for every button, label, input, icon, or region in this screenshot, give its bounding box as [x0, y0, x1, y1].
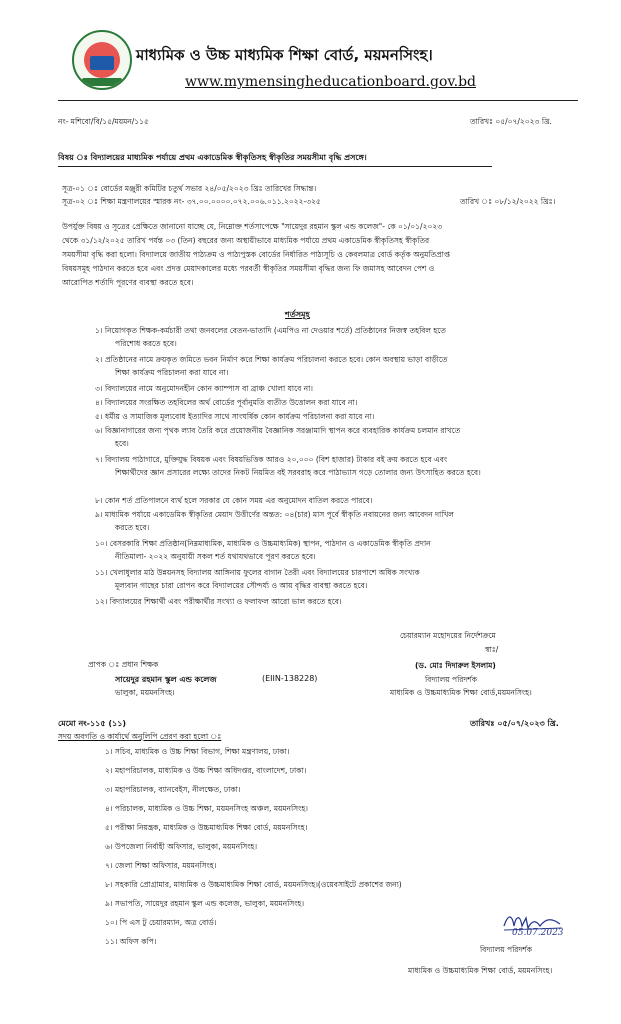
- condition-item: ৫। ধর্মীয় ও সামাজিক মূল্যবোধ ইত্যাদির সাথে সাংঘর্ষিক কোন কার্যক্রম পরিচালনা করা যাবে না।: [95, 412, 375, 421]
- body-line: বিষয়সমূহ পাঠদান করতে হবে এবং প্রদত্ত মেয়াদকালের মধ্যে পরবর্তী স্বীকৃতির সময়সীমা বৃদ্ধির জন্য ফি জমাসহ আবেদন পেশ ও: [62, 264, 435, 273]
- memo-sign-title: বিদ্যালয় পরিদর্শক: [480, 945, 532, 954]
- chairman-order: চেয়ারম্যান মহোদয়ের নির্দেশক্রমে: [400, 631, 496, 640]
- distribution-item: ১। সচিব, মাধ্যমিক ও উচ্চ শিক্ষা বিভাগ, শিক্ষা মন্ত্রণালয়, ঢাকা।: [105, 747, 290, 756]
- signature-date: 05.07.2023: [512, 928, 564, 938]
- condition-item: ১০। বেসরকারি শিক্ষা প্রতিষ্ঠান(নিম্নমাধ্যমিক, মাধ্যমিক ও উচ্চমাধ্যমিক) স্থাপন, পাঠদান ও একাডেমিক স্বীকৃতি প্রদান: [95, 539, 431, 548]
- header-divider: [58, 100, 578, 101]
- subject-line: বিষয় ঃ বিদ্যালয়ের মাধ্যমিক পর্যায়ে প্রথম একাডেমিক স্বীকৃতিসহ স্বীকৃতির সময়সীমা বৃদ্ধি প্রসঙ্গে।: [58, 153, 367, 162]
- board-seal-icon: [72, 30, 132, 90]
- signatory-name: (ড. মোঃ দিদারুল ইসলাম): [415, 661, 496, 670]
- condition-item: ৩। বিদ্যালয়ের নামে অনুমোদনহীন কোন ক্যাম্পাস বা ব্রাঞ্চ খোলা যাবে না।: [95, 384, 313, 393]
- website-link[interactable]: www.mymensingheducationboard.gov.bd: [185, 74, 477, 90]
- conditions-title: শর্তসমূহ: [285, 310, 310, 319]
- condition-item: ২। প্রতিষ্ঠানের নামে ক্রয়কৃত জমিতে ভবন নির্মাণ করে শিক্ষা কার্যক্রম পরিচালনা করতে হবে। কোন অবস্থায় ভাড়া বাড়ীতে: [95, 355, 448, 364]
- distribution-item: ৯। সভাপতি, সায়েদুর রহমান স্কুল এন্ড কলেজ, ভালুকা, ময়মনসিংহ।: [105, 899, 305, 908]
- recipient-label: প্রাপক ঃ প্রধান শিক্ষক: [88, 660, 159, 669]
- distribution-item: ৩। মহাপরিচালক, ব্যানবেইস, নীলক্ষেত, ঢাকা।: [105, 785, 241, 794]
- condition-item: হবে।: [115, 439, 129, 448]
- reference-number: নং- মশিবো/বি/১৫/ময়মন/১১৫: [58, 117, 149, 126]
- board-title: মাধ্যমিক ও উচ্চ মাধ্যমিক শিক্ষা বোর্ড, ময়মনসিংহ।: [136, 46, 433, 64]
- source-2: সূত্র-০২ ঃ শিক্ষা মন্ত্রণালয়ের স্মারক নং- ৩৭.০০.০০০০.০৭২.০০৬.০১১.২০২২-৩২৫: [62, 197, 321, 206]
- condition-item: ৭। বিদ্যালয় পাঠাগারে, মুক্তিযুদ্ধ বিষয়ক এবং বিষয়ভিত্তিক আরও ২০,০০০ (বিশ হাজার) টাকার বই ক্রয় করতে হবে এবং: [95, 455, 448, 464]
- distribution-item: ৭। জেলা শিক্ষা অফিসার, ময়মনসিংহ।: [105, 861, 217, 870]
- source-1: সূত্র-০১ ঃ বোর্ডের মঞ্জুরী কমিটির চতুর্থ সভার ২৪/০৫/২০২৩ খ্রিঃ তারিখের সিদ্ধান্ত।: [62, 184, 317, 193]
- condition-item: মূল্যবান গাছের চারা রোপন করে বিদ্যালয়ের সৌন্দর্য্য ও আয় বৃদ্ধির ব্যবস্থা করতে হবে।: [115, 581, 368, 590]
- memo-sign-org: মাধ্যমিক ও উচ্চমাধ্যমিক শিক্ষা বোর্ড, ময়মনসিংহ।: [408, 966, 553, 975]
- condition-item: ৯। মাধ্যমিক পর্যায়ে একাডেমিক স্বীকৃতির মেয়াদ উত্তীর্ণের অন্তত: ০৪(চার) মাস পূর্বে স্বীকৃতি নবায়নের জন্য আবেদন দাখিল: [95, 510, 454, 519]
- distribution-item: ২। মহাপরিচালক, মাধ্যমিক ও উচ্চ শিক্ষা অধিদপ্তর, বাংলাদেশ, ঢাকা।: [105, 766, 307, 775]
- condition-item: ১২। বিদ্যালয়ের শিক্ষার্থী এবং পরীক্ষার্থীর সংখ্যা ও ফলাফল আরো ভাল করতে হবে।: [95, 597, 342, 606]
- condition-item: ১। নিয়োগকৃত শিক্ষক-কর্মচারী তথা জনবলের বেতন-ভাতাদি (এমপিও না দেওয়ার শর্তে) প্রতিষ্ঠানের নিজস্ব তহবিল হতে: [95, 326, 446, 335]
- distribution-item: ১০। পি এস টু চেয়ারম্যান, অত্র বোর্ড।: [105, 918, 217, 927]
- memo-number: মেমো নং-১১৫ (১১): [58, 719, 127, 728]
- source-2-date: তারিখ ঃ ০৮/১২/২০২২ খ্রিঃ।: [460, 197, 556, 206]
- subject-underline: [58, 166, 492, 167]
- condition-item: শিক্ষার্থীদের জ্ঞান প্রসারের লক্ষ্যে তাদের নিকট নিয়মিত বই সরবরাহ করে পাঠাভ্যাস গড়ে তোলার জন্য উৎসাহিত করতে হবে।: [115, 468, 481, 477]
- memo-date: তারিখঃ ০৫/০৭/২০২৩ খ্রি.: [470, 719, 559, 728]
- body-line: আরোপিত শর্তাদি পূরণের ব্যবস্থা করতে হবে।: [62, 278, 194, 287]
- signatory-org: মাধ্যমিক ও উচ্চমাধ্যমিক শিক্ষা বোর্ড,ময়মনসিংহ।: [390, 688, 532, 697]
- memo-intro: সদয় অবগতি ও কার্যার্থে অনুলিপি প্রেরণ করা হলো ঃ: [58, 732, 222, 741]
- condition-item: ৪। বিদ্যালয়ের সংরক্ষিত তহবিলের অর্থ বোর্ডের পূর্বানুমতি ব্যতীত উত্তোলন করা যাবে না।: [95, 398, 358, 407]
- recipient-school: সায়েদুর রহমান স্কুল এন্ড কলেজ: [115, 675, 217, 684]
- condition-item: ৬। বিজ্ঞানাগারের জন্য পৃথক ল্যাব তৈরি করে প্রয়োজনীয় বৈজ্ঞানিক সরঞ্জামাদি স্থাপন করে ব্যবহারিক কার্যক্রম চলমান রাখতে: [95, 426, 461, 435]
- distribution-item: ৮। সহকারি প্রোগ্রামার, মাধ্যমিক ও উচ্চমাধ্যমিক শিক্ষা বোর্ড, ময়মনসিংহ।(ওয়েবসাইটে প্রকাশের জন্য): [105, 880, 402, 889]
- distribution-item: ৬। উপজেলা নির্বাহী অফিসার, ভালুকা, ময়মনসিংহ।: [105, 842, 258, 851]
- distribution-item: ৫। পরীক্ষা নিয়ন্ত্রক, মাধ্যমিক ও উচ্চমাধ্যমিক শিক্ষা বোর্ড, ময়মনসিংহ।: [105, 823, 308, 832]
- condition-item: পরিশোধ করতে হবে।: [115, 339, 177, 348]
- body-line: সময়সীমা বৃদ্ধি করা হলো। বিদ্যালয়ে জাতীয় পাঠ্যক্রম ও পাঠ্যপুস্তক বোর্ডের নির্ধারিত পাঠ্যসূচি ও কেবলমাত্র বোর্ড কর্তৃক অনুমতিপ্রাপ্ত: [62, 250, 451, 259]
- letter-date: তারিখঃ ০৫/০৭/২০২৩ খ্রি.: [470, 117, 552, 126]
- condition-item: ৮। কোন শর্ত প্রতিপালনে ব্যর্থ হলে সরকার যে কোন সময় এর অনুমোদন বাতিল করতে পারবে।: [95, 496, 373, 505]
- recipient-eiin: (EIIN-138228): [262, 674, 318, 683]
- condition-item: করতে হবে।: [115, 523, 150, 532]
- sign-mark: স্বাঃ/: [485, 645, 499, 654]
- condition-item: নীতিমালা- ২০২২ অনুযায়ী সকল শর্ত যথাযথভাবে পূরণ করতে হবে।: [115, 552, 316, 561]
- distribution-item: ১১। অফিস কপি।: [105, 937, 157, 946]
- condition-item: শিক্ষা কার্যক্রম পরিচালনা করা যাবে না।: [115, 368, 229, 377]
- body-line: উপর্যুক্ত বিষয় ও সূত্রের প্রেক্ষিতে জানানো যাচ্ছে যে, নিম্নোক্ত শর্তসাপেক্ষে "সায়েদুর রহমান স্কুল এন্ড কলেজ"- কে ০১/০১/২০২৩: [62, 222, 443, 231]
- body-line: থেকে ৩১/১২/২০২৫ তারিখ পর্যন্ত ০৩ (তিন) বছরের জন্য অস্থায়ীভাবে মাধ্যমিক পর্যায়ে প্রথম একাডেমিক স্বীকৃতিসহ স্বীকৃতির: [62, 236, 430, 245]
- recipient-address: ভালুকা, ময়মনসিংহ।: [115, 688, 175, 697]
- distribution-item: ৪। পরিচালক, মাধ্যমিক ও উচ্চ শিক্ষা, ময়মনসিংহ অঞ্চল, ময়মনসিংহ।: [105, 804, 308, 813]
- handwritten-signature: [500, 908, 580, 946]
- signatory-title: বিদ্যালয় পরিদর্শক: [425, 675, 477, 684]
- condition-item: ১১। খেলাধুলার মাঠ উন্নয়নসহ বিদ্যালয় আঙ্গিনায় ফুলের বাগান তৈরী এবং বিদ্যালয়ের চারপাশে অধিক সংখ্যক: [95, 568, 420, 577]
